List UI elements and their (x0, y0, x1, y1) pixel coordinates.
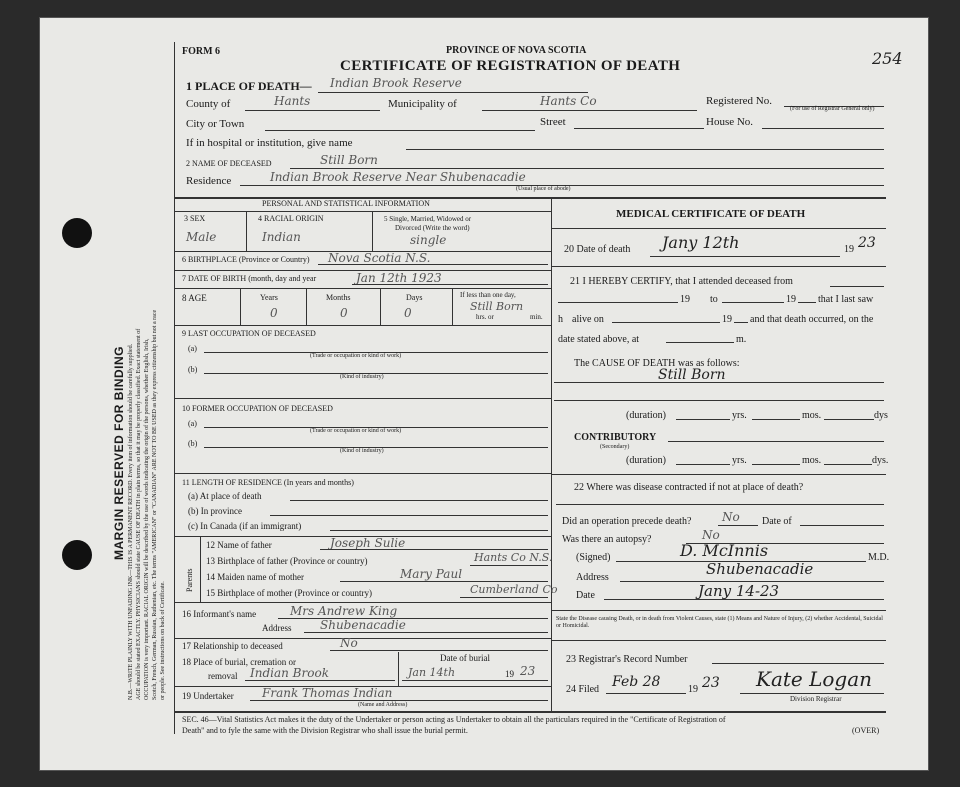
division-registrar-label: Division Registrar (790, 695, 842, 703)
house-number-label: House No. (706, 116, 754, 128)
last-saw-label: that I last saw (818, 294, 874, 305)
hospital-label: If in hospital or institution, give name (186, 137, 353, 149)
death-year-value: 23 (858, 235, 876, 251)
operation-date-label: Date of (762, 516, 792, 527)
column-divider (551, 197, 552, 711)
father-name-value: Joseph Sulie (330, 536, 406, 550)
operation-value: No (722, 510, 740, 524)
burial-place-label: 18 Place of burial, cremation or (182, 657, 296, 667)
county-value: Hants (274, 94, 311, 108)
death-occurred-label: and that death occurred, on the (750, 314, 874, 325)
marital-status-label: 5 Single, Married, Widowed or (384, 215, 472, 223)
left-margin-rule (174, 42, 175, 734)
last-occupation-a: (a) (188, 344, 197, 353)
county-label: County of (186, 98, 231, 110)
registrar-signature: Kate Logan (756, 667, 873, 691)
burial-date-label: Date of burial (440, 653, 490, 663)
over-label: (OVER) (852, 726, 880, 735)
date-stated-label: date stated above, at (558, 334, 640, 345)
margin-note-line-2: AGE should be stated EXACTLY. PHYSICIANS should state CAUSE OF DEATH in plain terms, so that it may be properly classified. Exact statement of (136, 328, 142, 700)
physician-address-label: Address (576, 572, 609, 583)
father-name-label: 12 Name of father (206, 540, 272, 550)
racial-origin-value: Indian (262, 230, 301, 244)
burial-date-value: Jan 14th (408, 666, 456, 679)
min-label: min. (530, 313, 543, 321)
mother-name-label: 14 Maiden name of mother (206, 572, 304, 582)
informant-address-value: Shubenacadie (320, 618, 406, 632)
autopsy-label: Was there an autopsy? (562, 534, 652, 545)
residence-label: Residence (186, 175, 232, 187)
mother-birthplace-label: 15 Birthplace of mother (Province or country) (206, 588, 372, 598)
filed-label: 24 Filed (566, 684, 600, 695)
racial-origin-label: 4 RACIAL ORIGIN (258, 214, 324, 223)
birthplace-label: 6 BIRTHPLACE (Province or Country) (182, 255, 310, 264)
former-occupation-a: (a) (188, 419, 197, 428)
sex-value: Male (186, 230, 217, 244)
violent-causes-note: State the Disease causing Death, or in death from Violent Causes, state (1) Means and Nature of Injury, (2) whether Accidental, Suicidal or Homicidal. (556, 616, 883, 629)
form-number: FORM 6 (182, 46, 221, 57)
less-than-day-value: Still Born (470, 300, 524, 313)
autopsy-value: No (702, 528, 720, 542)
months-value: 0 (340, 306, 348, 320)
last-occupation-b: (b) (188, 365, 198, 374)
place-of-death-label: 1 PLACE OF DEATH— (186, 79, 312, 93)
former-occupation-label: 10 FORMER OCCUPATION OF DECEASED (182, 404, 333, 413)
disease-contracted-label: 22 Where was disease contracted if not at place of death? (574, 482, 804, 493)
residence-at-place: (a) At place of death (188, 491, 262, 501)
age-label: 8 AGE (182, 293, 207, 303)
section-divider-bottom (174, 711, 886, 713)
filed-year-value: 23 (702, 675, 720, 691)
relationship-value: No (340, 636, 358, 650)
days-label: Days (406, 293, 423, 302)
less-than-day-label: If less than one day, (460, 291, 516, 299)
municipality-label: Municipality of (388, 98, 457, 110)
residence-value: Indian Brook Reserve Near Shubenacadie (270, 170, 526, 184)
margin-note-line-5: or people. See instructions on back of Certificate. (160, 581, 166, 700)
physician-signature: D. McInnis (680, 541, 769, 560)
name-of-deceased-value: Still Born (320, 153, 378, 167)
operation-label: Did an operation precede death? (562, 516, 692, 527)
date-of-birth-value: Jan 12th 1923 (356, 271, 442, 285)
residence-note: (Usual place of abode) (516, 186, 571, 192)
page-number: 254 (872, 49, 903, 68)
registrar-record-label: 23 Registrar's Record Number (566, 654, 688, 665)
binder-hole-bottom (62, 540, 92, 570)
place-of-death-value: Indian Brook Reserve (330, 76, 462, 90)
residence-in-canada: (c) In Canada (if an immigrant) (188, 521, 302, 531)
father-birthplace-label: 13 Birthplace of father (Province or country) (206, 556, 368, 566)
province-heading: PROVINCE OF NOVA SCOTIA (446, 45, 587, 56)
parents-side-label: Parents (185, 568, 194, 592)
years-value: 0 (270, 306, 278, 320)
margin-note-line-4: Scotch, French, German, Russian, Ruthenian, etc. The terms "AMERICAN" or "CANADIAN" ARE NOT TO BE USED as they express citizenship but not a race (152, 309, 158, 700)
certify-label: 21 I HEREBY CERTIFY, that I attended deceased from (570, 276, 793, 287)
informant-name-label: 16 Informant's name (182, 609, 257, 619)
hrs-label: hrs. or (476, 313, 494, 321)
cause-of-death-value: Still Born (658, 367, 726, 383)
father-birthplace-value: Hants Co N.S. (474, 551, 553, 564)
medical-certificate-heading: MEDICAL CERTIFICATE OF DEATH (616, 208, 806, 220)
contributory-label: CONTRIBUTORY (574, 432, 657, 443)
street-label: Street (540, 116, 566, 128)
mother-name-value: Mary Paul (400, 567, 463, 581)
registered-number-note: (For use of Registrar General only) (790, 106, 875, 112)
undertaker-value: Frank Thomas Indian (262, 686, 393, 700)
years-label: Years (260, 293, 278, 302)
date-of-death-value: Jany 12th (662, 233, 740, 252)
length-of-residence-label: 11 LENGTH OF RESIDENCE (In years and months) (182, 478, 354, 487)
signature-date-value: Jany 14-23 (698, 582, 780, 600)
birthplace-value: Nova Scotia N.S. (328, 251, 431, 265)
municipality-value: Hants Co (540, 94, 597, 108)
former-occupation-b: (b) (188, 439, 198, 448)
undertaker-note: (Name and Address) (358, 702, 408, 708)
last-occupation-label: 9 LAST OCCUPATION OF DECEASED (182, 329, 316, 338)
undertaker-label: 19 Undertaker (182, 691, 234, 701)
certificate-title: CERTIFICATE OF REGISTRATION OF DEATH (340, 58, 681, 74)
footer-notice-line-2: Death" and to fyle the same with the Division Registrar who shall issue the burial permit. (182, 726, 468, 735)
binder-hole-top (62, 218, 92, 248)
days-value: 0 (404, 306, 412, 320)
signed-label: (Signed) (576, 552, 611, 563)
binding-margin-label: MARGIN RESERVED FOR BINDING (112, 346, 126, 560)
margin-note-line-3: OCCUPATION is very important. RACIAL ORIGIN will be described by the use of words indicating the origin of the persons, whether English, Irish, (144, 338, 150, 700)
burial-place-value: Indian Brook (250, 666, 329, 680)
marital-status-value: single (410, 233, 447, 247)
signature-date-label: Date (576, 590, 595, 601)
months-label: Months (326, 293, 351, 302)
date-of-birth-label: 7 DATE OF BIRTH (month, day and year (182, 274, 317, 283)
physician-address-value: Shubenacadie (706, 560, 814, 578)
name-of-deceased-label: 2 NAME OF DECEASED (186, 159, 272, 168)
alive-on-label: alive on (572, 314, 604, 325)
residence-in-province: (b) In province (188, 506, 242, 516)
registered-number-label: Registered No. (706, 95, 772, 107)
cause-of-death-label: The CAUSE OF DEATH was as follows: (574, 358, 740, 369)
filed-date-value: Feb 28 (612, 674, 661, 690)
burial-year-value: 23 (520, 664, 536, 678)
informant-name-value: Mrs Andrew King (290, 604, 398, 618)
personal-info-heading: PERSONAL AND STATISTICAL INFORMATION (262, 199, 430, 208)
margin-note-line-1: N.B.—WRITE PLAINLY WITH UNFADING INK—THIS IS A PERMANENT RECORD. Every item of information should be carefully supplied. (128, 343, 134, 700)
sex-label: 3 SEX (184, 214, 206, 223)
date-of-death-label: 20 Date of death (564, 244, 631, 255)
city-label: City or Town (186, 118, 245, 130)
mother-birthplace-value: Cumberland Co (470, 583, 558, 596)
informant-address-label: Address (262, 623, 292, 633)
relationship-label: 17 Relationship to deceased (182, 641, 283, 651)
footer-notice-line-1: SEC. 46—Vital Statistics Act makes it the duty of the Undertaker or person acting as Undertaker to obtain all the particulars required in the "Certificate of Registration of (182, 715, 726, 724)
